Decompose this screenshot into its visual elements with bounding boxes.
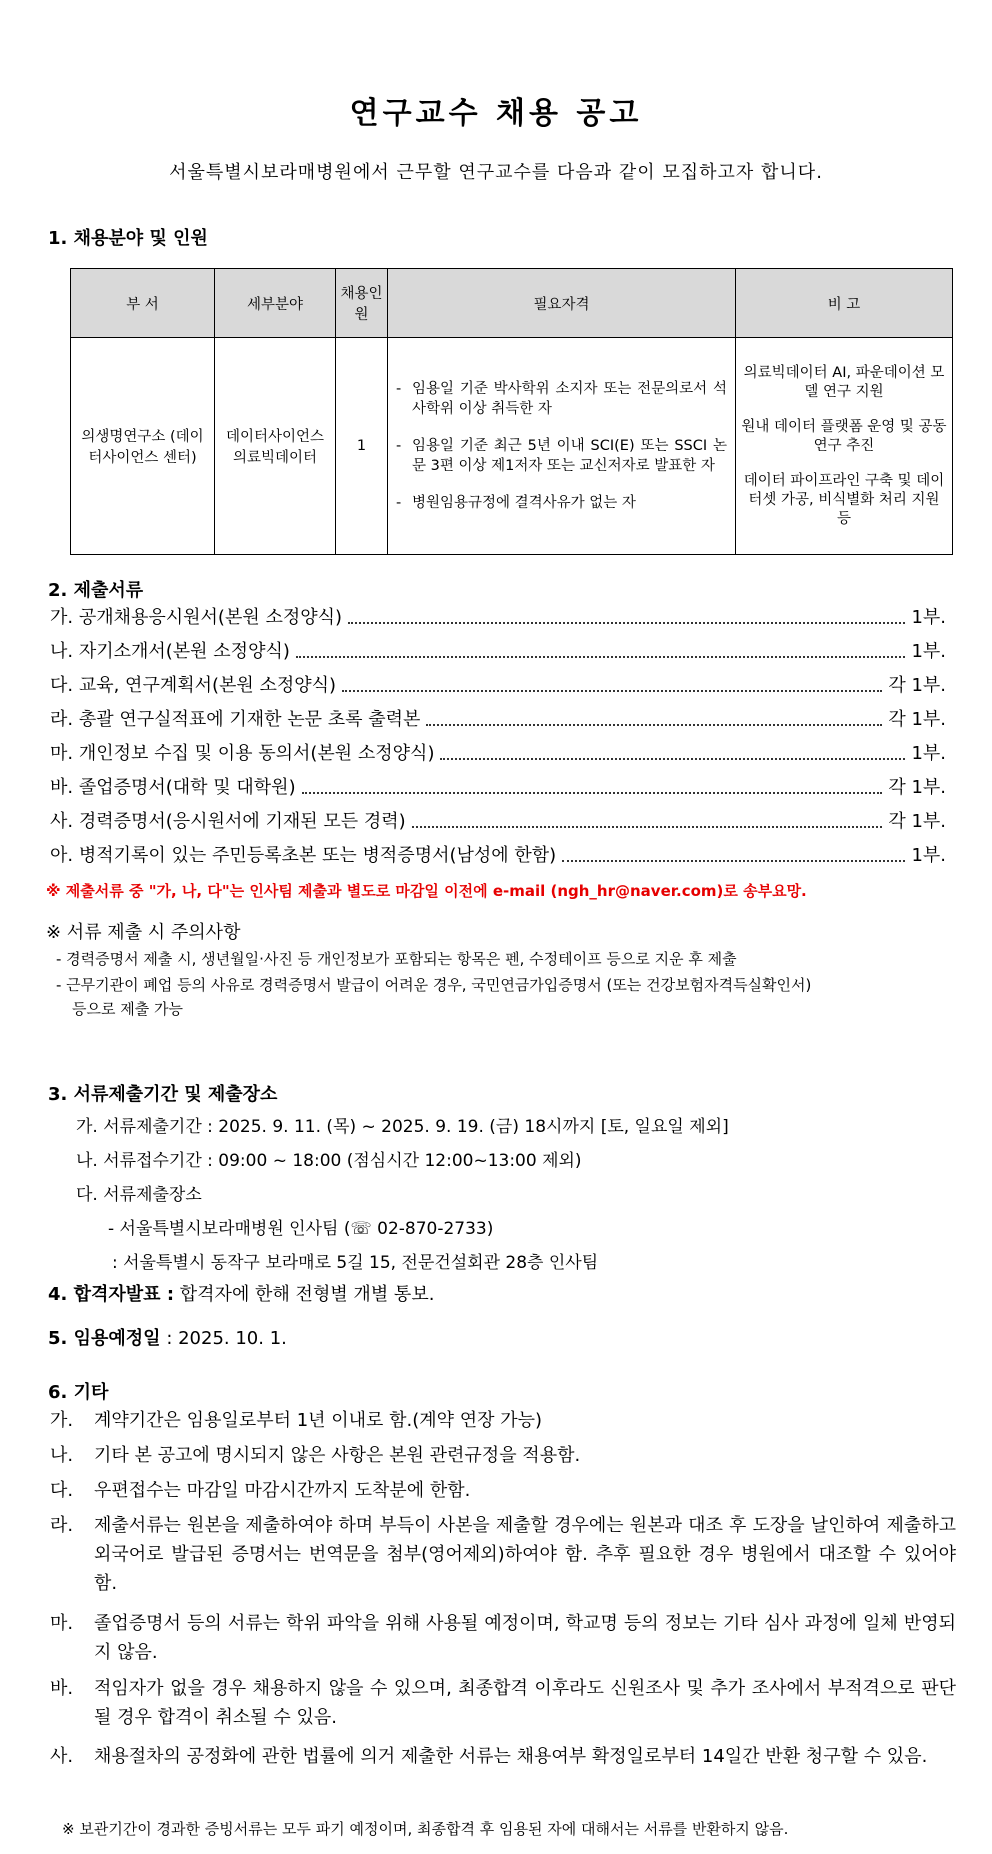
submission-hours: 나. 서류접수기간 : 09:00 ~ 18:00 (점심시간 12:00~13:00 제외) xyxy=(76,1151,582,1171)
section-5-label: 5. 임용예정일 xyxy=(48,1328,161,1349)
recruitment-table xyxy=(70,268,953,555)
etc-item: 마. 졸업증명서 등의 서류는 학위 파악을 위해 사용될 예정이며, 학교명 등의 정보는 기타 심사 과정에 일체 반영되지 않음. xyxy=(50,1613,956,1663)
section-2-heading: 2. 제출서류 xyxy=(48,580,144,601)
submission-period: 가. 서류제출기간 : 2025. 9. 11. (목) ~ 2025. 9. 19. (금) 18시까지 [토, 일요일 제외] xyxy=(76,1117,729,1137)
remark-item: 의료빅데이터 AI, 파운데이션 모델 연구 지원 xyxy=(743,364,945,400)
submission-place-label: 다. 서류제출장소 xyxy=(76,1185,202,1205)
section-4 xyxy=(48,1280,434,1306)
intro-text: 서울특별시보라매병원에서 근무할 연구교수를 다음과 같이 모집하고자 합니다. xyxy=(169,162,823,183)
qualification-item: - 임용일 기준 박사학위 소지자 또는 전문의로서 석사학위 이상 취득한 자 xyxy=(396,381,727,417)
doc-item: 라. 총괄 연구실적표에 기재한 논문 초록 출력본 각 1부. xyxy=(50,709,946,730)
section-3-heading: 3. 서류제출기간 및 제출장소 xyxy=(48,1084,278,1105)
remark-item: 데이터 파이프라인 구축 및 데이터셋 가공, 비식별화 처리 지원 등 xyxy=(743,472,945,527)
table-row xyxy=(71,338,953,555)
header-remarks: 비 고 xyxy=(736,269,953,338)
doc-item: 사. 경력증명서(응시원서에 기재된 모든 경력) 각 1부. xyxy=(50,811,946,832)
footnote: ※ 보관기간이 경과한 증빙서류는 모두 파기 예정이며, 최종합격 후 임용된 자에 대해서는 서류를 반환하지 않음. xyxy=(62,1820,789,1838)
qualification-item: - 임용일 기준 최근 5년 이내 SCI(E) 또는 SSCI 논문 3편 이상 제1저자 또는 교신저자로 발표한 자 xyxy=(396,438,727,474)
submission-place-address: : 서울특별시 동작구 보라매로 5길 15, 전문건설회관 28층 인사팀 xyxy=(112,1253,599,1273)
section-5 xyxy=(48,1324,287,1350)
etc-item: 다. 우편접수는 마감일 마감시간까지 도착분에 한함. xyxy=(50,1480,471,1501)
etc-item: 라. 제출서류는 원본을 제출하여야 하며 부득이 사본을 제출할 경우에는 원본과 대조 후 도장을 날인하여 제출하고 외국어로 발급된 증명서는 번역문을 첨부(영어제외)하여야 함. 추후 필요한 경우 병원에서 대조할 수 있어야 함. xyxy=(50,1515,956,1594)
submission-place-office: - 서울특별시보라매병원 인사팀 (☏ 02-870-2733) xyxy=(108,1219,494,1239)
cell-field: 데이터사이언스 의료빅데이터 xyxy=(215,338,336,555)
page-title: 연구교수 채용 공고 xyxy=(349,96,643,131)
header-field: 세부분야 xyxy=(215,269,336,338)
doc-item: 바. 졸업증명서(대학 및 대학원) 각 1부. xyxy=(50,777,946,798)
etc-item: 나. 기타 본 공고에 명시되지 않은 사항은 본원 관련규정을 적용함. xyxy=(50,1445,581,1466)
email-warning: ※ 제출서류 중 "가, 나, 다"는 인사팀 제출과 별도로 마감일 이전에 e-mail (ngh_hr@naver.com)로 송부요망. xyxy=(46,882,807,900)
doc-item: 마. 개인정보 수집 및 이용 동의서(본원 소정양식) 1부. xyxy=(50,743,946,764)
doc-item: 가. 공개채용응시원서(본원 소정양식) 1부. xyxy=(50,607,946,628)
etc-item: 사. 채용절차의 공정화에 관한 법률에 의거 제출한 서류는 채용여부 확정일로부터 14일간 반환 청구할 수 있음. xyxy=(50,1746,928,1767)
table-header-row xyxy=(71,269,953,338)
doc-item: 아. 병적기록이 있는 주민등록초본 또는 병적증명서(남성에 한함) 1부. xyxy=(50,845,946,866)
cell-dept: 의생명연구소 (데이터사이언스 센터) xyxy=(71,338,215,555)
section-5-text: : 2025. 10. 1. xyxy=(166,1328,287,1349)
section-4-label: 4. 합격자발표 : xyxy=(48,1284,175,1305)
cell-count: 1 xyxy=(336,338,388,555)
doc-item: 다. 교육, 연구계획서(본원 소정양식) 각 1부. xyxy=(50,675,946,696)
remark-item: 원내 데이터 플랫폼 운영 및 공동연구 추진 xyxy=(741,418,947,454)
cell-remarks xyxy=(736,338,953,555)
section-1-heading: 1. 채용분야 및 인원 xyxy=(48,228,208,249)
section-4-text: 합격자에 한해 전형별 개별 통보. xyxy=(179,1284,435,1305)
caution-heading: ※ 서류 제출 시 주의사항 xyxy=(46,922,241,943)
header-dept: 부 서 xyxy=(71,269,215,338)
caution-item: 등으로 제출 가능 xyxy=(72,1000,183,1018)
cell-qualification xyxy=(388,338,736,555)
doc-item: 나. 자기소개서(본원 소정양식) 1부. xyxy=(50,641,946,662)
etc-item: 바. 적임자가 없을 경우 채용하지 않을 수 있으며, 최종합격 이후라도 신원조사 및 추가 조사에서 부적격으로 판단될 경우 합격이 취소될 수 있음. xyxy=(50,1678,956,1728)
caution-item: - 근무기관이 폐업 등의 사유로 경력증명서 발급이 어려운 경우, 국민연금가입증명서 (또는 건강보험자격득실확인서) xyxy=(56,976,812,994)
header-qualification: 필요자격 xyxy=(388,269,736,338)
caution-item: - 경력증명서 제출 시, 생년월일·사진 등 개인정보가 포함되는 항목은 펜, 수정테이프 등으로 지운 후 제출 xyxy=(56,950,737,968)
section-6-heading: 6. 기타 xyxy=(48,1382,109,1403)
header-count: 채용인원 xyxy=(336,269,388,338)
qualification-item: - 병원임용규정에 결격사유가 없는 자 xyxy=(396,495,636,511)
etc-item: 가. 계약기간은 임용일로부터 1년 이내로 함.(계약 연장 가능) xyxy=(50,1410,543,1431)
